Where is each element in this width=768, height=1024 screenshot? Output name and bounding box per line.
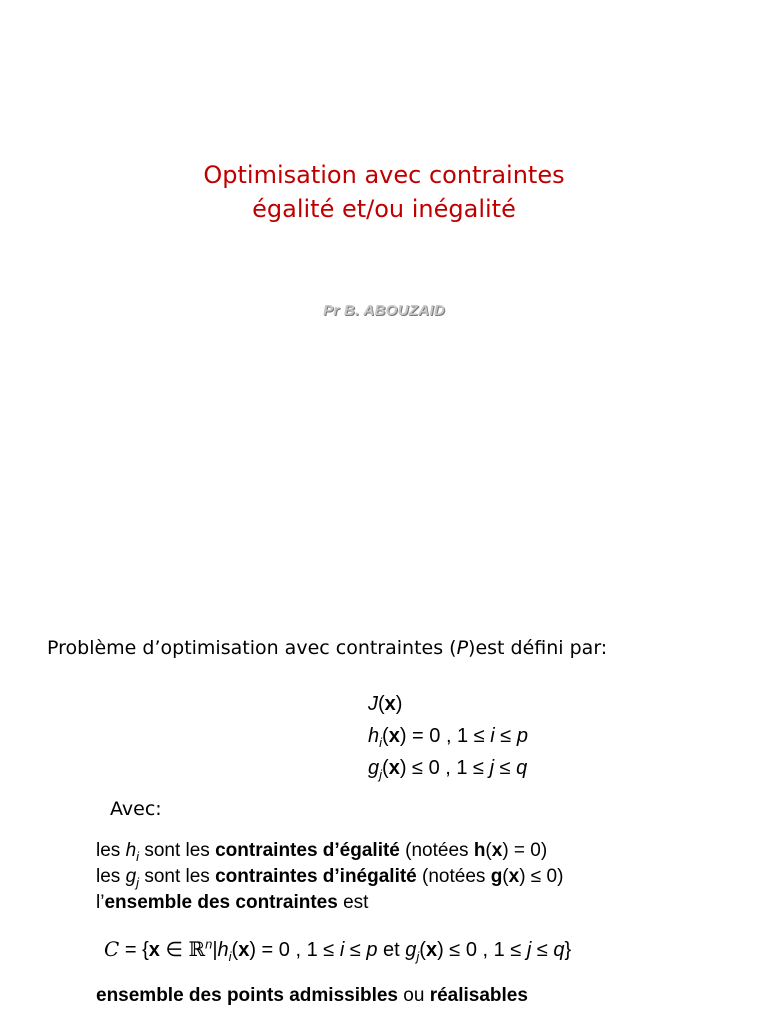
set-open-brace: = {	[119, 939, 149, 961]
definition-line-inequality: les $g_j$ sont les contraintes d’inégalité (notées g(x) ≤ 0)	[96, 866, 564, 890]
variable-x: x	[491, 840, 503, 861]
element-of-symbol: ∈	[159, 939, 189, 961]
def-text: sont les	[139, 840, 216, 861]
def-text: ) ≤ 0)	[519, 866, 564, 887]
g-index: j	[416, 949, 420, 964]
variable-x: x	[384, 693, 396, 715]
variable-x: x	[508, 866, 520, 887]
le-symbol: ≤	[531, 939, 554, 961]
g-index: j	[379, 767, 383, 782]
real-space-symbol: ℝ	[188, 937, 206, 961]
h-symbol: h	[125, 840, 137, 861]
def-text: sont les	[139, 866, 216, 887]
definition-line-set	[96, 890, 563, 916]
constraint-definitions	[96, 838, 563, 916]
inequality-constraints-term: contraintes d’inégalité	[215, 866, 417, 887]
le-symbol: ≤	[494, 725, 517, 747]
le-symbol: ≤	[494, 757, 517, 779]
equality-constraint-expression: $h_i(x) = 0$ , 1 ≤ i ≤ p	[368, 725, 528, 750]
feasible-term: réalisables	[429, 985, 528, 1006]
bound-q: q	[516, 757, 528, 779]
h-function: h	[368, 725, 380, 747]
equality-constraints-term: contraintes d’égalité	[215, 840, 400, 861]
objective-expression: J(x)	[368, 693, 403, 715]
ou-conjunction: ou	[398, 985, 430, 1006]
inequality-relation: ) ≤ 0 , 1 ≤	[437, 939, 527, 961]
g-vector: g	[490, 866, 503, 887]
admissible-points-term: ensemble des points admissibles	[96, 985, 398, 1006]
set-symbol-c: C	[104, 937, 120, 961]
g-index: j	[136, 874, 140, 890]
variable-x: x	[388, 757, 400, 779]
def-text: les	[96, 866, 126, 887]
avec-heading: Avec:	[110, 798, 162, 820]
et-conjunction: et	[377, 939, 406, 961]
objective-function: J	[368, 693, 378, 715]
h-index: i	[136, 848, 140, 864]
g-symbol: g	[125, 866, 137, 887]
index-j: j	[526, 939, 532, 961]
intro-text-end: )est défini par:	[468, 637, 608, 659]
slide-title	[0, 158, 768, 226]
def-text: (notées	[416, 866, 491, 887]
h-index: i	[379, 735, 383, 750]
set-close-brace: }	[564, 939, 572, 961]
bound-p: p	[366, 939, 378, 961]
def-text: ) = 0)	[502, 840, 548, 861]
such-that-bar: |	[212, 939, 218, 961]
feasible-set-definition: C = {x ∈ $ℝ^n|h_i(x) = 0$ , 1 ≤ i ≤ p et $g_j(x) \le 0$ , 1 ≤ j ≤ q}	[104, 936, 572, 964]
inequality-relation: ) ≤ 0 , 1 ≤	[399, 757, 490, 779]
variable-x: x	[425, 939, 438, 961]
equality-relation: ) = 0 , 1 ≤	[399, 725, 491, 747]
h-function: h	[217, 939, 229, 961]
title-line-1: Optimisation avec contraintes	[203, 161, 565, 189]
h-index: i	[228, 949, 232, 964]
variable-x: x	[148, 939, 160, 961]
def-text: l’	[96, 892, 105, 913]
def-text: (notées	[399, 840, 474, 861]
def-text: les	[96, 840, 126, 861]
equality-relation: ) = 0 , 1 ≤	[249, 939, 340, 961]
g-function: g	[368, 757, 380, 779]
bound-p: p	[516, 725, 528, 747]
content-slide	[0, 560, 768, 1024]
constraint-set-term: ensemble des contraintes	[104, 892, 338, 913]
bound-q: q	[553, 939, 565, 961]
title-line-2: égalité et/ou inégalité	[252, 195, 516, 223]
index-i: i	[490, 725, 495, 747]
variable-x: x	[388, 725, 400, 747]
variable-x: x	[238, 939, 250, 961]
dimension-exponent: n	[205, 936, 213, 952]
h-vector: h	[473, 840, 486, 861]
le-symbol: ≤	[344, 939, 367, 961]
inequality-constraint-expression: $g_j(x) \le 0$ , 1 ≤ j ≤ q	[368, 757, 528, 782]
def-text: est	[337, 892, 369, 913]
admissible-points-line	[96, 985, 528, 1007]
problem-intro	[47, 634, 607, 662]
index-i: i	[339, 939, 345, 961]
author-name: Pr B. ABOUZAID	[323, 302, 445, 319]
index-j: j	[489, 757, 495, 779]
definition-line-equality: les $h_i$ sont les contraintes d’égalité (notées h(x) = 0)	[96, 840, 548, 864]
problem-symbol: P	[456, 637, 469, 659]
intro-text-start: Problème d’optimisation avec contraintes (	[47, 637, 457, 659]
g-function: g	[405, 939, 417, 961]
